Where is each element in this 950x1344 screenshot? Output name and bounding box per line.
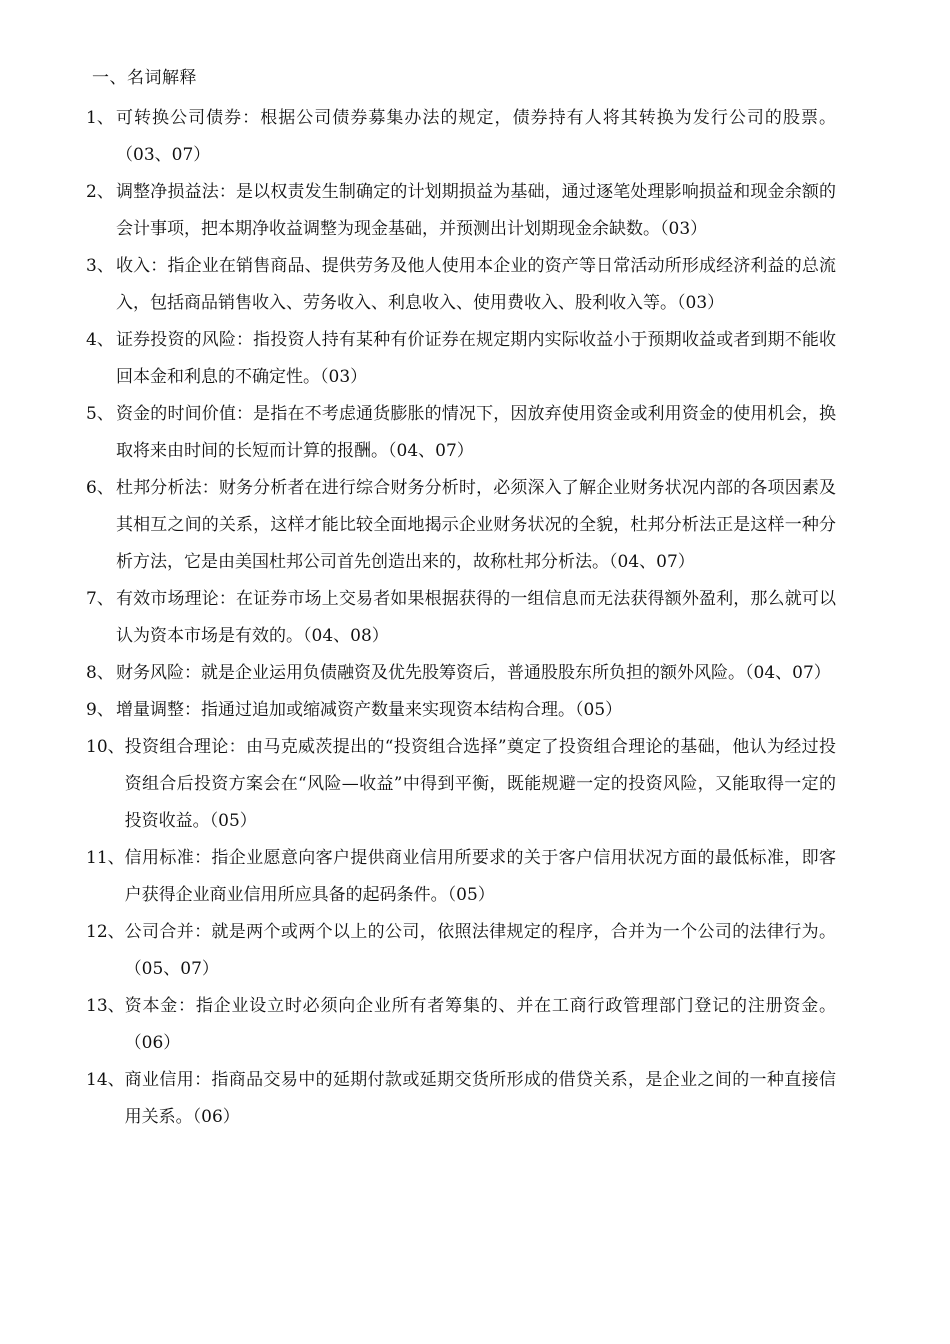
definition-list	[86, 100, 836, 1136]
item-number: 12、	[86, 922, 125, 942]
definition-item	[86, 174, 836, 248]
definition-item	[86, 100, 836, 174]
item-number: 6、	[86, 478, 114, 498]
item-number: 11、	[86, 848, 125, 868]
item-number: 14、	[86, 1070, 125, 1090]
item-number: 4、	[86, 330, 114, 350]
item-number: 7、	[86, 589, 114, 609]
item-text: 资本金：指企业设立时必须向企业所有者筹集的、并在工商行政管理部门登记的注册资金。（06）	[124, 996, 836, 1053]
definition-item	[86, 248, 836, 322]
item-number: 5、	[86, 404, 114, 424]
definition-item	[86, 914, 836, 988]
definition-item	[86, 581, 836, 655]
item-text: 公司合并：就是两个或两个以上的公司，依照法律规定的程序，合并为一个公司的法律行为。（05、07）	[124, 922, 836, 979]
item-text: 收入：指企业在销售商品、提供劳务及他人使用本企业的资产等日常活动所形成经济利益的总流入，包括商品销售收入、劳务收入、利息收入、使用费收入、股利收入等。（03）	[116, 256, 836, 313]
item-text: 杜邦分析法：财务分析者在进行综合财务分析时，必须深入了解企业财务状况内部的各项因素及其相互之间的关系，这样才能比较全面地揭示企业财务状况的全貌，杜邦分析法正是这样一种分析方法，它是由美国杜邦公司首先创造出来的，故称杜邦分析法。（04、07）	[116, 478, 836, 572]
definition-item	[86, 655, 836, 692]
section-title: 一、名词解释	[92, 68, 197, 88]
definition-item	[86, 840, 836, 914]
item-text: 资金的时间价值：是指在不考虑通货膨胀的情况下，因放弃使用资金或利用资金的使用机会，换取将来由时间的长短而计算的报酬。（04、07）	[116, 404, 836, 461]
item-text: 投资组合理论：由马克威茨提出的“投资组合选择”奠定了投资组合理论的基础，他认为经过投资组合后投资方案会在“风险—收益”中得到平衡，既能规避一定的投资风险，又能取得一定的投资收益。（05）	[124, 737, 836, 831]
definition-item	[86, 729, 836, 840]
item-text: 信用标准：指企业愿意向客户提供商业信用所要求的关于客户信用状况方面的最低标准，即客户获得企业商业信用所应具备的起码条件。（05）	[124, 848, 836, 905]
definition-item	[86, 1062, 836, 1136]
item-text: 商业信用：指商品交易中的延期付款或延期交货所形成的借贷关系，是企业之间的一种直接信用关系。（06）	[124, 1070, 836, 1127]
definition-item	[86, 692, 836, 729]
item-number: 13、	[86, 996, 125, 1016]
item-number: 9、	[86, 700, 114, 720]
item-text: 增量调整：指通过追加或缩减资产数量来实现资本结构合理。（05）	[116, 700, 623, 720]
item-number: 3、	[86, 256, 114, 276]
definition-item	[86, 322, 836, 396]
item-number: 10、	[86, 737, 125, 757]
definition-item	[86, 396, 836, 470]
definition-item	[86, 988, 836, 1062]
item-text: 证券投资的风险：指投资人持有某种有价证券在规定期内实际收益小于预期收益或者到期不能收回本金和利息的不确定性。（03）	[116, 330, 836, 387]
item-text: 财务风险：就是企业运用负债融资及优先股筹资后，普通股股东所负担的额外风险。（04、07）	[116, 663, 831, 683]
item-number: 2、	[86, 182, 114, 202]
item-text: 可转换公司债券：根据公司债券募集办法的规定，债券持有人将其转换为发行公司的股票。（03、07）	[116, 108, 836, 165]
item-text: 调整净损益法：是以权责发生制确定的计划期损益为基础，通过逐笔处理影响损益和现金余额的会计事项，把本期净收益调整为现金基础，并预测出计划期现金余缺数。（03）	[116, 182, 836, 239]
item-number: 1、	[86, 108, 114, 128]
item-number: 8、	[86, 663, 114, 683]
item-text: 有效市场理论：在证券市场上交易者如果根据获得的一组信息而无法获得额外盈利，那么就可以认为资本市场是有效的。（04、08）	[116, 589, 836, 646]
definition-item	[86, 470, 836, 581]
